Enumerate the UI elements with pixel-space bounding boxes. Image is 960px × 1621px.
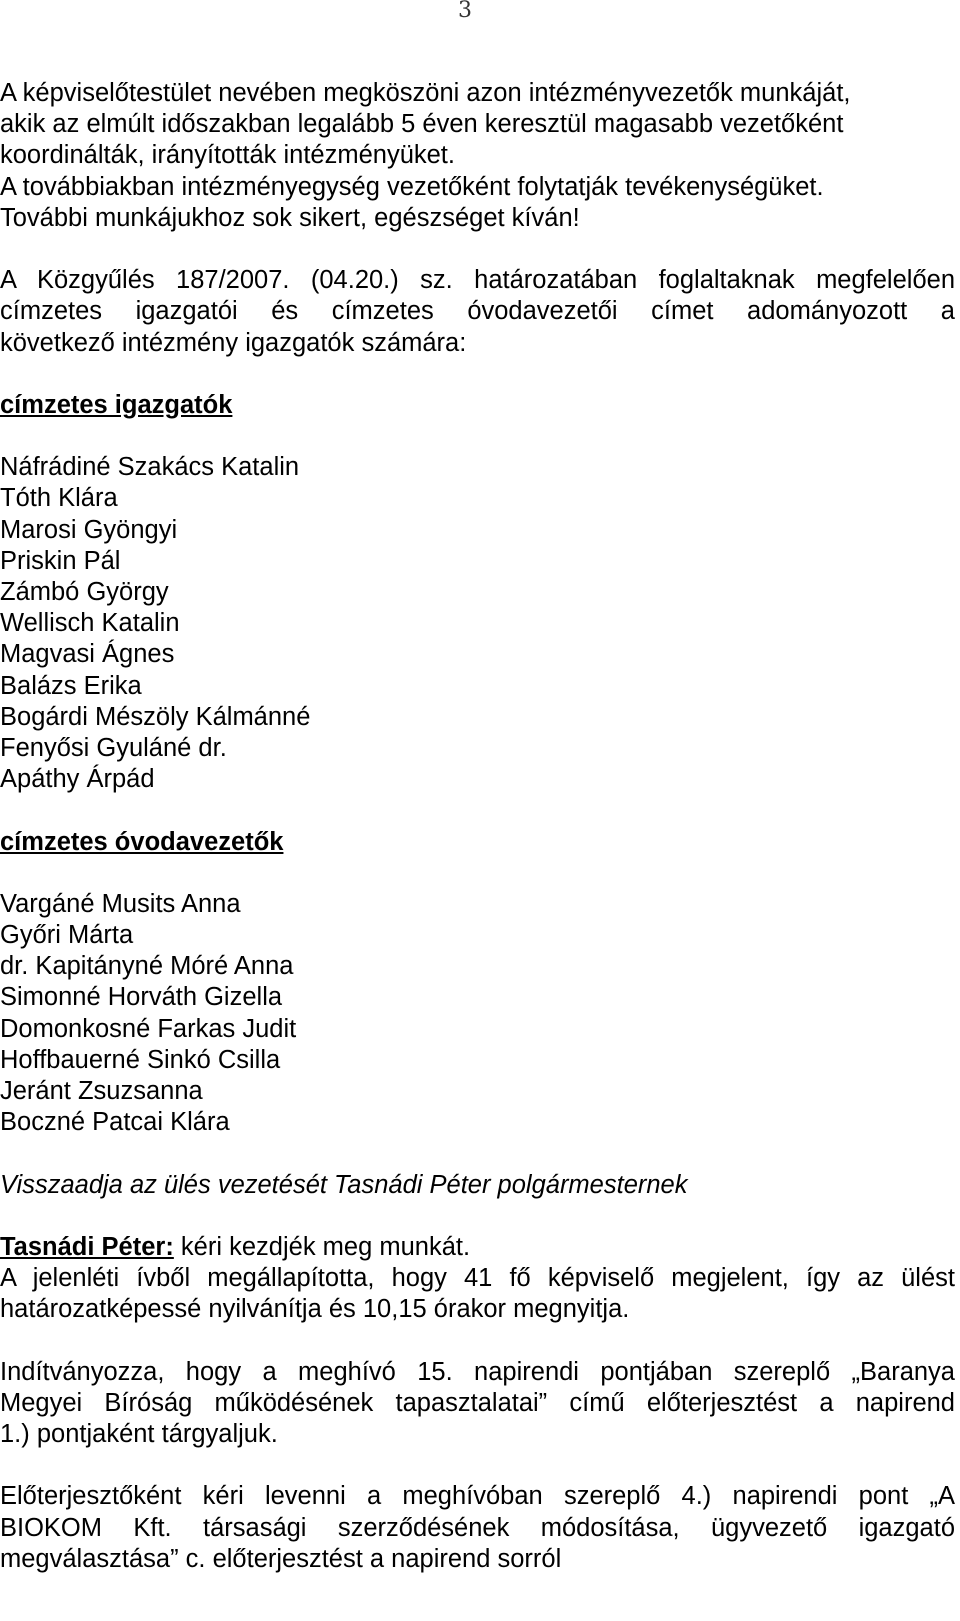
text-line: További munkájukhoz sok sikert, egészséget kíván! <box>0 203 580 232</box>
list-item: Bogárdi Mészöly Kálmánné <box>0 702 311 731</box>
list-item: Győri Márta <box>0 921 134 950</box>
spacer <box>0 421 955 452</box>
directors-list <box>0 452 955 795</box>
speaker-text: kéri kezdjék meg munkát. <box>173 1232 471 1261</box>
kindergarten-heads-heading: címzetes óvodavezetők <box>0 827 284 856</box>
text-line: A továbbiakban intézményegység vezetőként folytatják tevékenységüket. <box>0 172 824 201</box>
speaker-line <box>0 1232 955 1263</box>
text-line: Indítványozza, hogy a meghívó 15. napirendi pontjában szereplő „Baranya <box>0 1357 955 1386</box>
text-line: BIOKOM Kft. társasági szerződésének módosítása, ügyvezető igazgató <box>0 1513 955 1542</box>
list-item: Zámbó György <box>0 578 169 606</box>
text-line: 1.) pontjaként tárgyaljuk. <box>0 1420 278 1449</box>
list-item: Boczné Patcai Klára <box>0 1108 230 1137</box>
list-item: dr. Kapitányné Móré Anna <box>0 952 294 981</box>
text-line: akik az elmúlt időszakban legalább 5 éven keresztül magasabb vezetőként <box>0 110 844 139</box>
text-line: A Közgyűlés 187/2007. (04.20.) sz. határozatában foglaltaknak megfelelően <box>0 266 955 295</box>
list-item: Wellisch Katalin <box>0 609 180 638</box>
list-item: Magvasi Ágnes <box>0 640 175 669</box>
spacer <box>0 234 955 265</box>
list-item: Jeránt Zsuzsanna <box>0 1077 203 1105</box>
text-line: Előterjesztőként kéri levenni a meghívóban szereplő 4.) napirendi pont „A <box>0 1482 955 1511</box>
list-item: Priskin Pál <box>0 546 121 575</box>
spacer <box>0 1450 955 1481</box>
spacer <box>0 858 955 889</box>
text-line: címzetes igazgatói és címzetes óvodavezetői címet adományozott a <box>0 297 955 326</box>
list-item: Balázs Erika <box>0 671 142 700</box>
list-item: Marosi Gyöngyi <box>0 515 178 544</box>
list-item: Hoffbauerné Sinkó Csilla <box>0 1045 281 1074</box>
attendance-paragraph <box>0 1263 955 1325</box>
text-line: A jelenléti ívből megállapította, hogy 41 fő képviselő megjelent, így az ülést <box>0 1264 955 1293</box>
speaker-name: Tasnádi Péter: <box>0 1232 174 1261</box>
text-line: határozatképessé nyilvánítja és 10,15 órakor megnyitja. <box>0 1295 630 1324</box>
spacer <box>0 359 955 390</box>
list-item: Domonkosné Farkas Judit <box>0 1014 297 1043</box>
spacer <box>0 1138 955 1169</box>
document-body <box>0 78 955 1575</box>
motion-paragraph-1 <box>0 1357 955 1451</box>
list-item: Apáthy Árpád <box>0 765 155 794</box>
resolution-paragraph <box>0 265 955 359</box>
list-item: Náfrádiné Szakács Katalin <box>0 453 300 482</box>
spacer <box>0 795 955 826</box>
page-number: 3 <box>458 0 472 23</box>
list-item: Vargáné Musits Anna <box>0 889 241 918</box>
text-line: Megyei Bíróság működésének tapasztalatai” című előterjesztést a napirend <box>0 1388 955 1417</box>
spacer <box>0 1326 955 1357</box>
list-item: Simonné Horváth Gizella <box>0 983 283 1012</box>
text-line: megválasztása” c. előterjesztést a napirend sorról <box>0 1544 562 1573</box>
intro-paragraph <box>0 78 955 234</box>
text-line: koordinálták, irányították intézményüket. <box>0 141 455 170</box>
spacer <box>0 1201 955 1232</box>
list-item: Tóth Klára <box>0 484 118 513</box>
kindergarten-heads-list <box>0 889 955 1139</box>
directors-heading: címzetes igazgatók <box>0 390 233 419</box>
text-line: következő intézmény igazgatók számára: <box>0 328 467 357</box>
list-item: Fenyősi Gyuláné dr. <box>0 733 227 762</box>
motion-paragraph-2 <box>0 1481 955 1575</box>
text-line: A képviselőtestület nevében megköszöni azon intézményvezetők munkáját, <box>0 79 851 107</box>
handover-note: Visszaadja az ülés vezetését Tasnádi Péter polgármesternek <box>0 1170 688 1199</box>
